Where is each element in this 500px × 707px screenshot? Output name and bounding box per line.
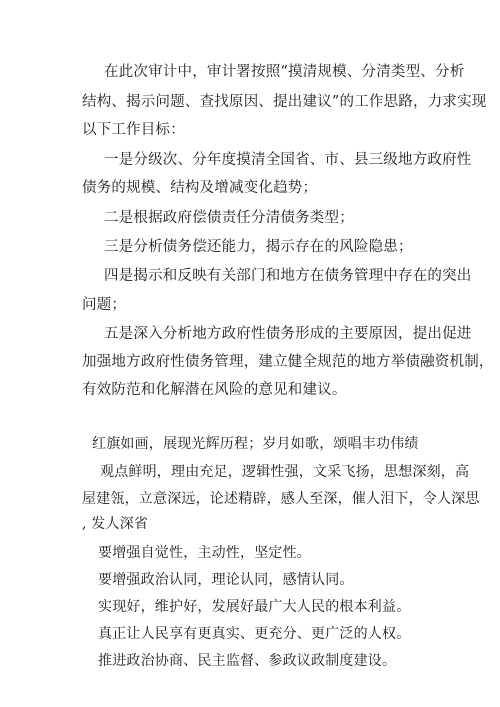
audit-goal-4-line-2: 问题； — [82, 297, 127, 313]
audit-intro-line-1: 在此次审计中，审计署按照“摸清规模、分清类型、分析 — [104, 64, 465, 80]
audit-goal-5-line-3: 有效防范和化解潜在风险的意见和建议。 — [82, 382, 347, 398]
audit-goal-2: 二是根据政府偿债责任分清债务类型； — [104, 210, 354, 226]
appendix-item-5: 推进政治协商、民主监督、参政议政制度建设。 — [98, 653, 397, 669]
appendix-item-1: 要增强自觉性，主动性，坚定性。 — [98, 545, 311, 561]
appendix-item-4: 真正让人民享有更真实、更充分、更广泛的人权。 — [98, 626, 411, 642]
audit-goal-5-line-1: 五是深入分析地方政府性债务形成的主要原因，提出促进 — [104, 326, 472, 342]
appendix-headline: 红旗如画，展现光辉历程；岁月如歌，颂唱丰功伟绩 — [92, 436, 419, 452]
appendix-praise-line-2: 屋建瓴，立意深远，论述精辟，感人至深，催人泪下，令人深思 — [82, 491, 480, 507]
audit-goal-1-line-1: 一是分级次、分年度摸清全国省、市、县三级地方政府性 — [104, 152, 472, 168]
appendix-item-2: 要增强政治认同，理论认同，感情认同。 — [98, 572, 354, 588]
audit-goal-3: 三是分析债务偿还能力，揭示存在的风险隐患； — [104, 239, 413, 255]
appendix-praise-line-1: 观点鲜明，理由充足，逻辑性强，文采飞扬，思想深刻，高 — [100, 464, 470, 480]
appendix-praise-line-3: , 发人深省 — [82, 516, 149, 532]
audit-intro-line-2: 结构、揭示问题、查找原因、提出建议”的工作思路，力求实现 — [82, 94, 487, 110]
appendix-item-3: 实现好，维护好，发展好最广大人民的根本利益。 — [98, 599, 411, 615]
audit-goal-4-line-1: 四是揭示和反映有关部门和地方在债务管理中存在的突出 — [104, 268, 472, 284]
audit-goal-5-line-2: 加强地方政府性债务管理，建立健全规范的地方举债融资机制， — [82, 354, 494, 370]
audit-intro-line-3: 以下工作目标： — [82, 122, 185, 138]
audit-goal-1-line-2: 债务的规模、结构及增减变化趋势； — [82, 180, 318, 196]
